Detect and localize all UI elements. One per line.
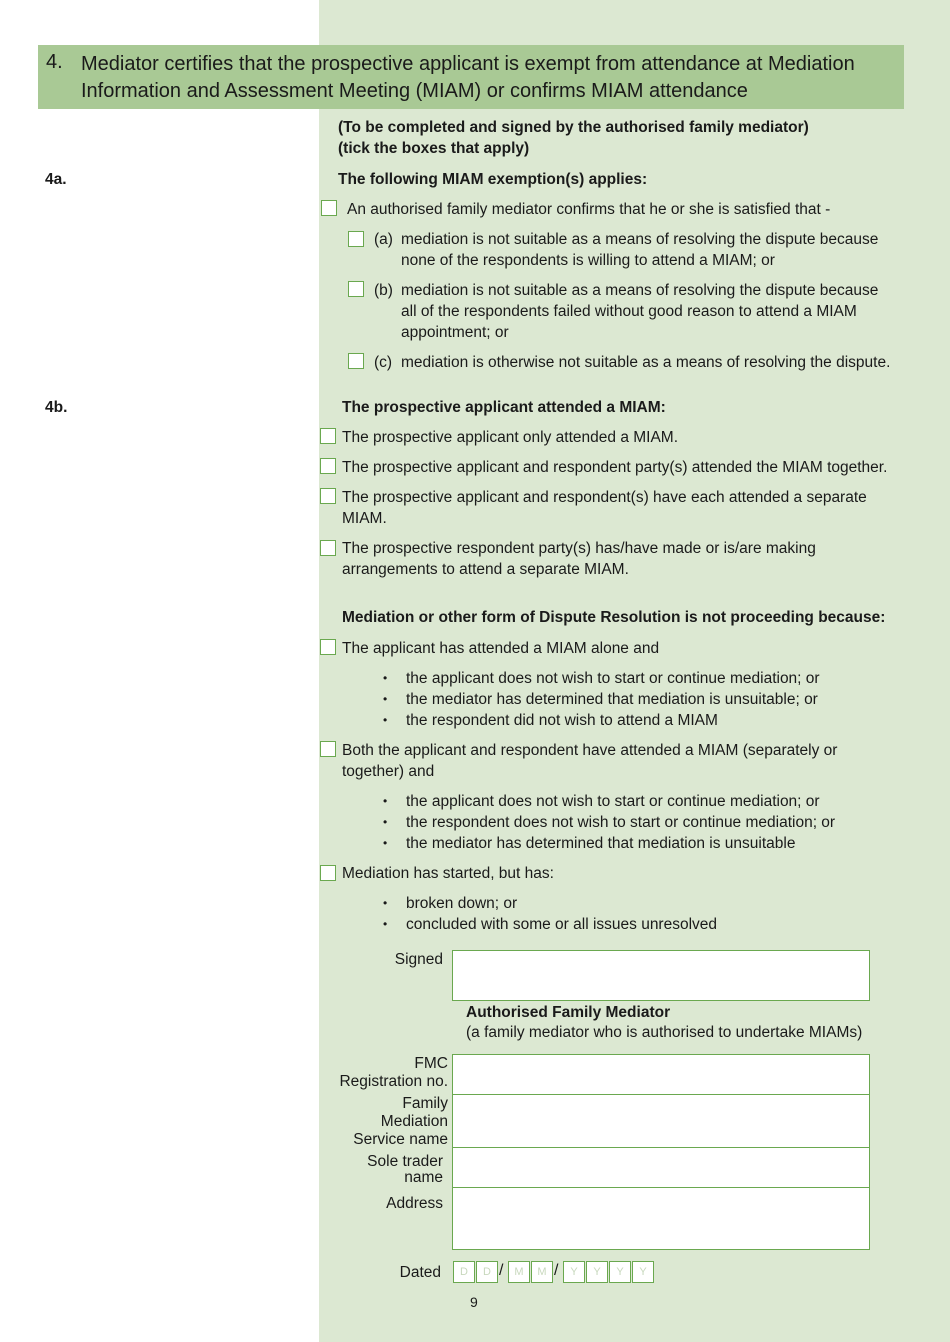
not-proceeding-heading: Mediation or other form of Dispute Resolution is not proceeding because: <box>342 609 886 626</box>
bullet-item: • the mediator has determined that mediation is unsuitable <box>406 833 795 854</box>
attended-together-text: The prospective applicant and respondent party(s) attended the MIAM together. <box>342 459 888 476</box>
date-year-2-box[interactable]: Y <box>586 1261 608 1283</box>
exemption-a-checkbox[interactable] <box>348 231 364 247</box>
bullet-item: • the applicant does not wish to start or continue mediation; or <box>406 668 820 689</box>
sole-trader-name-field[interactable] <box>452 1147 870 1188</box>
exemption-b-line-1: mediation is not suitable as a means of resolving the dispute because <box>401 282 879 299</box>
dated-label: Dated <box>399 1264 441 1281</box>
both-attended-line-2: together) and <box>342 763 435 780</box>
date-year-1-box[interactable]: Y <box>563 1261 585 1283</box>
exemption-a-line-2: none of the respondents is willing to attend a MIAM; or <box>401 252 775 269</box>
respondent-arrangements-checkbox[interactable] <box>320 540 336 556</box>
exemption-a-line-1: mediation is not suitable as a means of resolving the dispute because <box>401 231 879 248</box>
part-4b-label: 4b. <box>45 399 68 416</box>
attended-separate-line-2: MIAM. <box>342 510 387 527</box>
fms-label-line-3: Service name <box>353 1131 448 1148</box>
exemption-b-line-2: all of the respondents failed without good reason to attend a MIAM <box>401 303 857 320</box>
both-attended-line-1: Both the applicant and respondent have attended a MIAM (separately or <box>342 742 838 759</box>
section-header <box>38 45 904 109</box>
section-number: 4. <box>46 51 63 73</box>
both-attended-checkbox[interactable] <box>320 741 336 757</box>
applicant-alone-text: The applicant has attended a MIAM alone and <box>342 640 660 657</box>
address-label: Address <box>386 1195 443 1212</box>
attended-only-applicant-checkbox[interactable] <box>320 428 336 444</box>
date-year-4-box[interactable]: Y <box>632 1261 654 1283</box>
part-4b-heading: The prospective applicant attended a MIAM: <box>342 399 666 416</box>
exemption-checkbox[interactable] <box>321 200 337 216</box>
date-month-1-box[interactable]: M <box>508 1261 530 1283</box>
mediation-started-text: Mediation has started, but has: <box>342 865 554 882</box>
exemption-c-letter: (c) <box>374 354 393 371</box>
intro-line-1: (To be completed and signed by the authorised family mediator) <box>338 119 809 136</box>
exemption-b-line-3: appointment; or <box>401 324 509 341</box>
role-title: Authorised Family Mediator <box>466 1004 671 1021</box>
exemption-c-checkbox[interactable] <box>348 353 364 369</box>
date-year-3-box[interactable]: Y <box>609 1261 631 1283</box>
bullet-item: • the mediator has determined that mediation is unsuitable; or <box>406 689 818 710</box>
date-separator: / <box>554 1262 559 1279</box>
exemption-option-text: An authorised family mediator confirms that he or she is satisfied that - <box>347 201 831 218</box>
exemption-b-letter: (b) <box>374 282 393 299</box>
signature-field[interactable] <box>452 950 870 1001</box>
exemption-c-line-1: mediation is otherwise not suitable as a means of resolving the dispute. <box>401 354 891 371</box>
date-day-1-box[interactable]: D <box>453 1261 475 1283</box>
bullet-item: • the respondent does not wish to start or continue mediation; or <box>406 812 835 833</box>
bullet-item: • the applicant does not wish to start or continue mediation; or <box>406 791 820 812</box>
bullet-item: • concluded with some or all issues unresolved <box>406 914 717 935</box>
attended-together-checkbox[interactable] <box>320 458 336 474</box>
attended-only-applicant-text: The prospective applicant only attended a MIAM. <box>342 429 679 446</box>
part-4a-label: 4a. <box>45 171 67 188</box>
fmc-label-line-1: FMC <box>414 1055 448 1072</box>
exemption-a-letter: (a) <box>374 231 393 248</box>
attended-separate-checkbox[interactable] <box>320 488 336 504</box>
exemption-b-checkbox[interactable] <box>348 281 364 297</box>
respondent-arrangements-line-2: arrangements to attend a separate MIAM. <box>342 561 629 578</box>
applicant-alone-checkbox[interactable] <box>320 639 336 655</box>
role-description: (a family mediator who is authorised to undertake MIAMs) <box>466 1024 863 1041</box>
fms-label-line-1: Family <box>402 1095 448 1112</box>
family-mediation-service-field[interactable] <box>452 1094 870 1148</box>
respondent-arrangements-line-1: The prospective respondent party(s) has/have made or is/are making <box>342 540 816 557</box>
date-day-2-box[interactable]: D <box>476 1261 498 1283</box>
part-4a-heading: The following MIAM exemption(s) applies: <box>338 171 648 188</box>
address-field[interactable] <box>452 1187 870 1250</box>
fmc-label-line-2: Registration no. <box>339 1073 448 1090</box>
section-title: Mediator certifies that the prospective applicant is exempt from attendance at Mediation Information and Assessment Meeting (MIAM) or confirms MIAM attendance <box>81 53 855 102</box>
fmc-registration-field[interactable] <box>452 1054 870 1095</box>
sole-trader-label-line-1: Sole trader <box>367 1153 443 1170</box>
date-separator: / <box>499 1262 504 1279</box>
attended-separate-line-1: The prospective applicant and respondent(s) have each attended a separate <box>342 489 867 506</box>
sole-trader-label-line-2: name <box>404 1169 443 1186</box>
mediation-started-checkbox[interactable] <box>320 865 336 881</box>
date-month-2-box[interactable]: M <box>531 1261 553 1283</box>
bullet-item: • the respondent did not wish to attend a MIAM <box>406 710 718 731</box>
intro-line-2: (tick the boxes that apply) <box>338 140 530 157</box>
bullet-item: • broken down; or <box>406 893 517 914</box>
signed-label: Signed <box>394 951 443 968</box>
page-number: 9 <box>470 1294 478 1310</box>
fms-label-line-2: Mediation <box>380 1113 448 1130</box>
